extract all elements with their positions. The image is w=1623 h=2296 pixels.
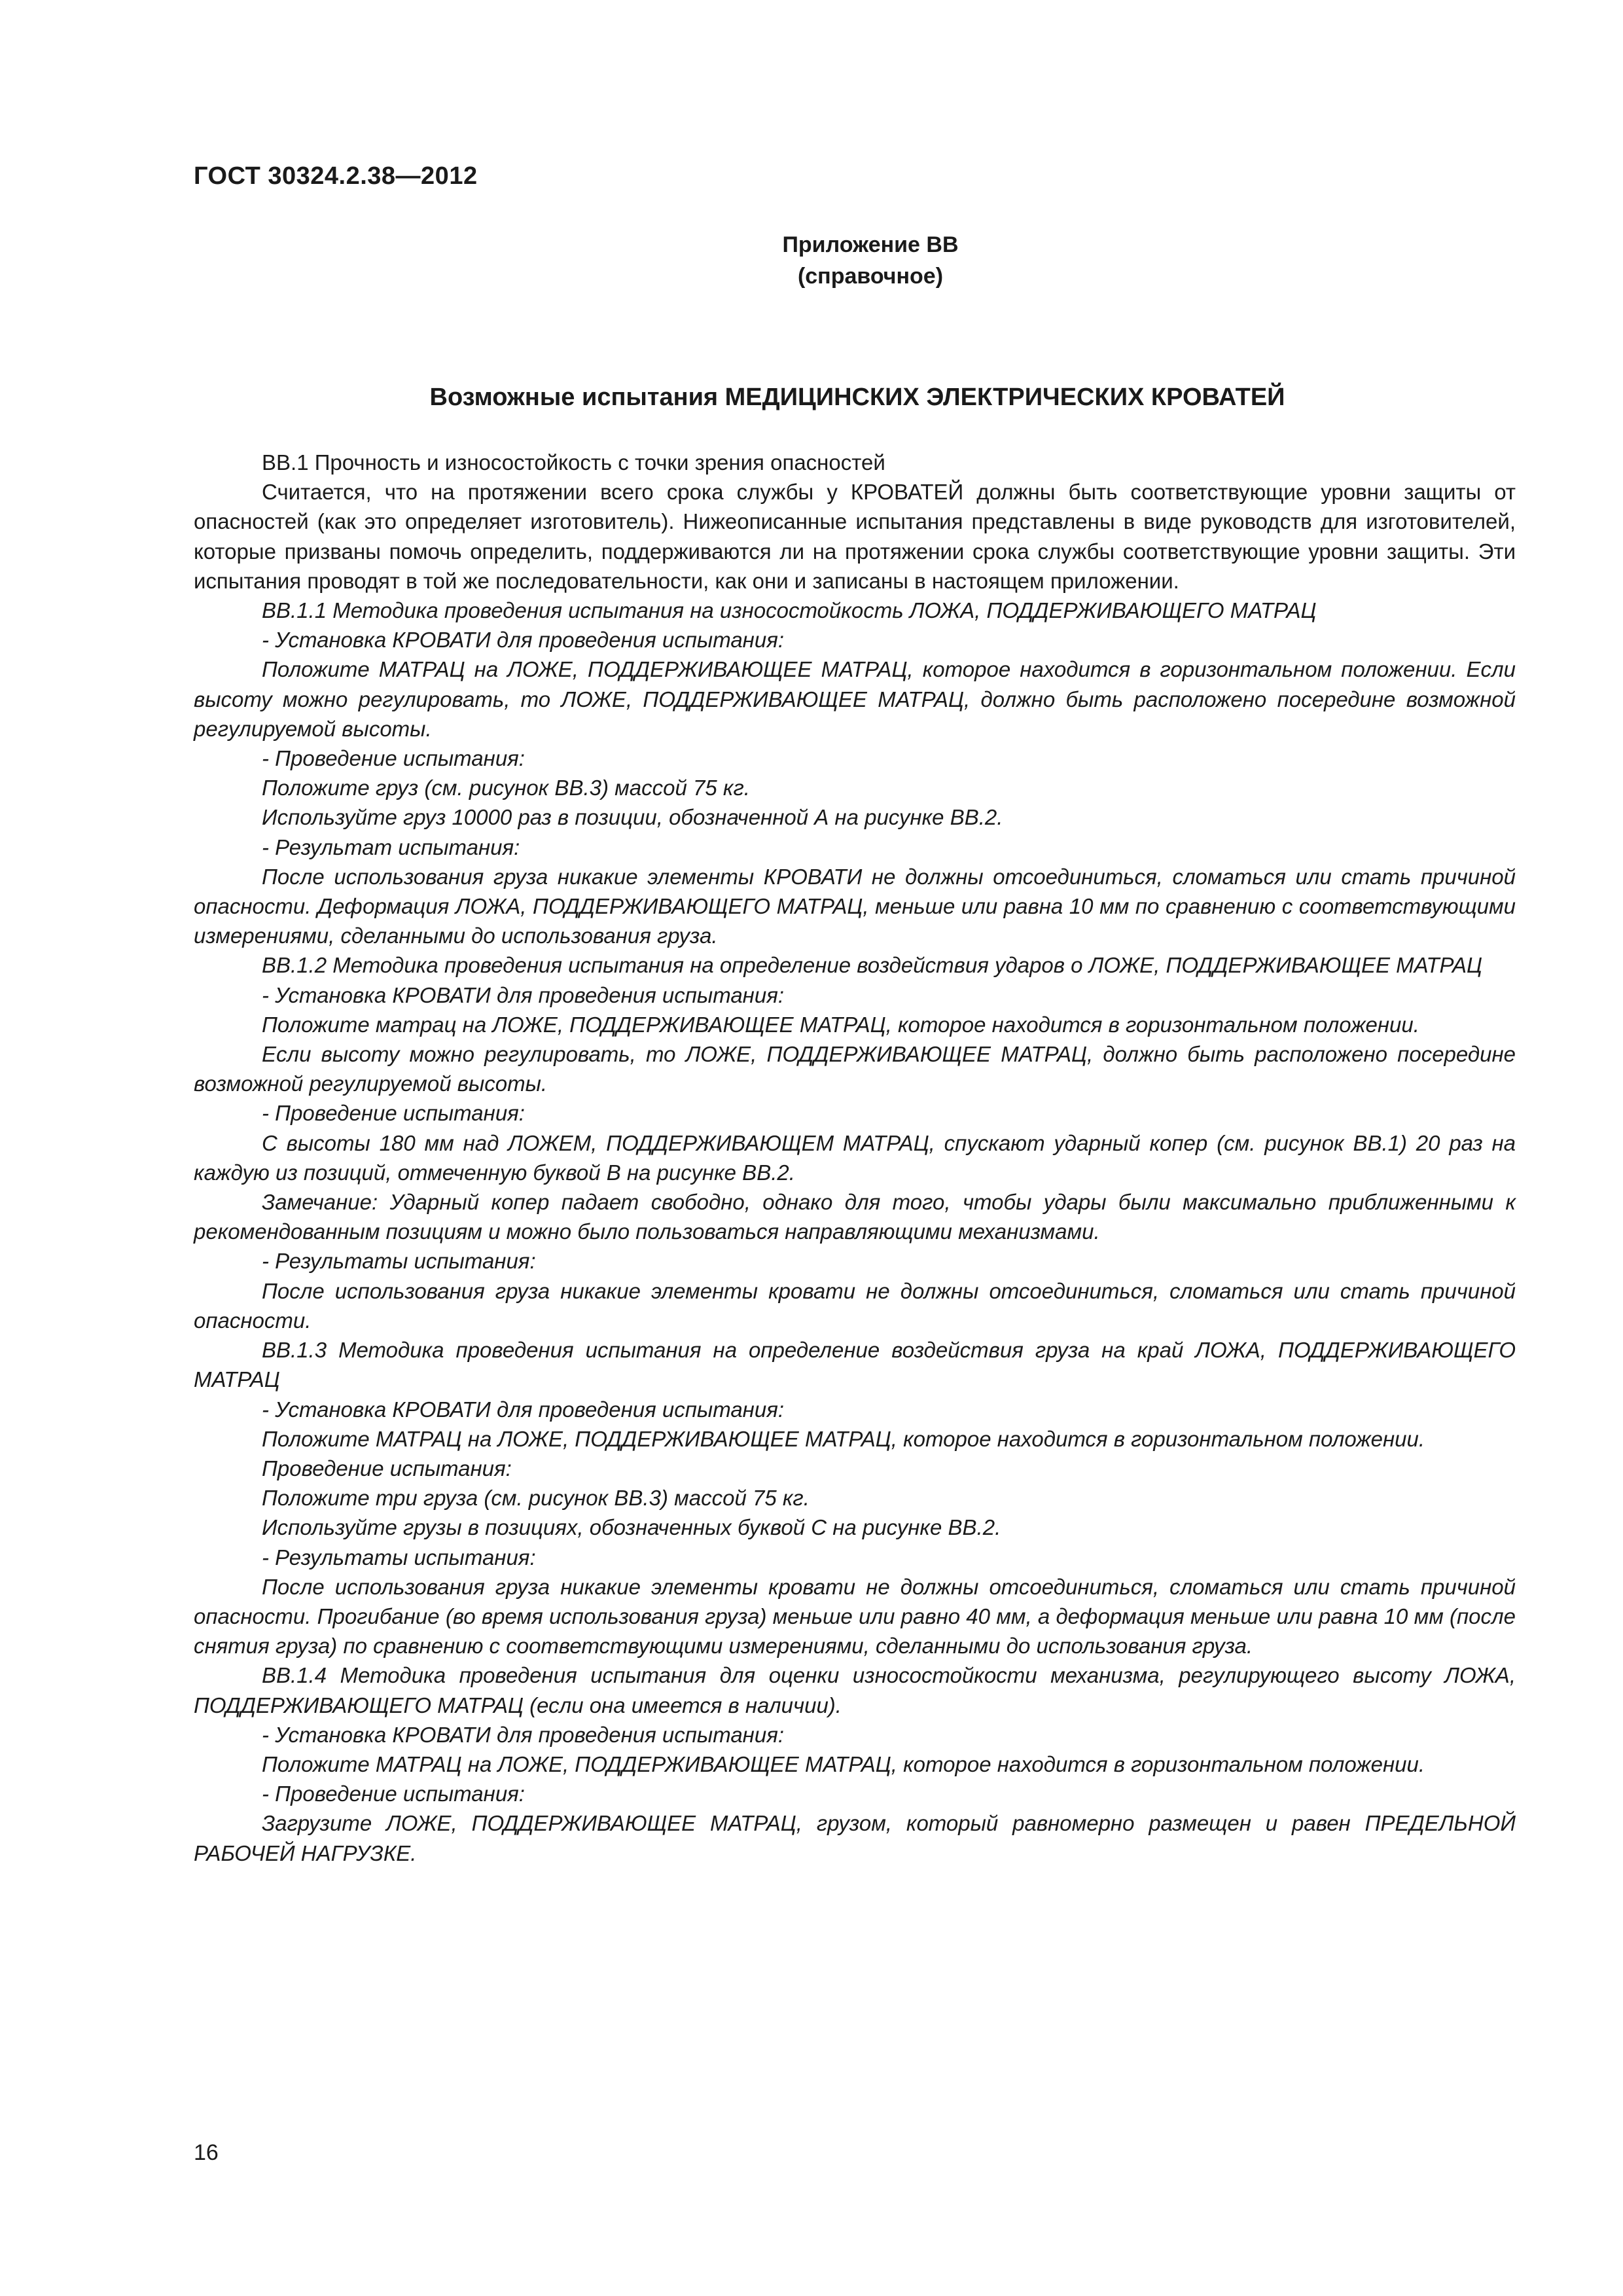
paragraph: - Установка КРОВАТИ для проведения испытания: — [262, 1397, 784, 1422]
paragraph: Положите МАТРАЦ на ЛОЖЕ, ПОДДЕРЖИВАЮЩЕЕ МАТРАЦ, которое находится в горизонтальном положении. — [262, 1751, 1425, 1776]
subsection-heading: ВВ.1.4 Методика проведения испытания для оценки износостойкости механизма, регулирующего высоту ЛОЖА, ПОДДЕРЖИВАЮЩЕГО МАТРАЦ (если она имеется в наличии). — [194, 1663, 1516, 1717]
paragraph: Положите матрац на ЛОЖЕ, ПОДДЕРЖИВАЮЩЕЕ МАТРАЦ, которое находится в горизонтальном положении. — [262, 1012, 1419, 1037]
paragraph: Положите МАТРАЦ на ЛОЖЕ, ПОДДЕРЖИВАЮЩЕЕ МАТРАЦ, которое находится в горизонтальном положении. Если высоту можно регулировать, то ЛОЖЕ, ПОДДЕРЖИВАЮЩЕЕ МАТРАЦ, должно быть расположено посередине возможной регулируемой высоты. — [194, 657, 1516, 741]
subsection-heading: ВВ.1.2 Методика проведения испытания на определение воздействия ударов о ЛОЖЕ, ПОДДЕРЖИВАЮЩЕЕ МАТРАЦ — [262, 953, 1482, 978]
section-heading: ВВ.1 Прочность и износостойкость с точки зрения опасностей — [262, 450, 885, 475]
body-text — [194, 448, 1516, 1868]
paragraph: Положите груз (см. рисунок ВВ.3) массой 75 кг. — [262, 776, 750, 800]
paragraph: - Установка КРОВАТИ для проведения испытания: — [262, 982, 784, 1007]
paragraph: Используйте груз 10000 раз в позиции, обозначенной А на рисунке ВВ.2. — [262, 805, 1003, 830]
annex-heading — [0, 229, 1623, 292]
paragraph: - Результаты испытания: — [262, 1249, 536, 1274]
paragraph: С высоты 180 мм над ЛОЖЕМ, ПОДДЕРЖИВАЮЩЕМ МАТРАЦ, спускают ударный копер (см. рисунок ВВ.1) 20 раз на каждую из позиций, отмеченную буквой В на рисунке ВВ.2. — [194, 1130, 1516, 1185]
paragraph: - Проведение испытания: — [262, 1782, 525, 1806]
paragraph: Считается, что на протяжении всего срока службы у КРОВАТЕЙ должны быть соответствующие уровни защиты от опасностей (как это определяет изготовитель). Нижеописанные испытания представлены в виде руководств для изготовителей, которые призваны помочь определить, поддерживаются ли на протяжении срока службы соответствующие уровни защиты. Эти испытания проводят в той же последовательности, как они и записаны в настоящем приложении. — [194, 480, 1516, 593]
paragraph: Положите три груза (см. рисунок ВВ.3) массой 75 кг. — [262, 1486, 810, 1511]
paragraph: - Установка КРОВАТИ для проведения испытания: — [262, 1722, 784, 1747]
subsection-heading: ВВ.1.3 Методика проведения испытания на определение воздействия груза на край ЛОЖА, ПОДДЕРЖИВАЮЩЕГО МАТРАЦ — [194, 1338, 1516, 1392]
paragraph: Используйте грузы в позициях, обозначенных буквой С на рисунке ВВ.2. — [262, 1515, 1001, 1540]
paragraph: После использования груза никакие элементы кровати не должны отсоединиться, сломаться или стать причиной опасности. — [194, 1278, 1516, 1333]
paragraph: Загрузите ЛОЖЕ, ПОДДЕРЖИВАЮЩЕЕ МАТРАЦ, грузом, который равномерно размещен и равен ПРЕДЕЛЬНОЙ РАБОЧЕЙ НАГРУЗКЕ. — [194, 1811, 1516, 1865]
annex-label: Приложение ВВ — [782, 232, 959, 257]
document-code: ГОСТ 30324.2.38—2012 — [194, 162, 478, 190]
paragraph: - Проведение испытания: — [262, 1101, 525, 1126]
paragraph: Если высоту можно регулировать, то ЛОЖЕ, ПОДДЕРЖИВАЮЩЕЕ МАТРАЦ, должно быть расположено посередине возможной регулируемой высоты. — [194, 1042, 1516, 1096]
page-number: 16 — [194, 2140, 219, 2165]
paragraph: Положите МАТРАЦ на ЛОЖЕ, ПОДДЕРЖИВАЮЩЕЕ МАТРАЦ, которое находится в горизонтальном положении. — [262, 1426, 1425, 1451]
paragraph: - Результат испытания: — [262, 834, 520, 859]
paragraph: - Результаты испытания: — [262, 1545, 536, 1570]
paragraph: После использования груза никакие элементы КРОВАТИ не должны отсоединиться, сломаться или стать причиной опасности. Деформация ЛОЖА, ПОДДЕРЖИВАЮЩЕГО МАТРАЦ, меньше или равна 10 мм по сравнению с соответствующими измерениями, сделанными до использования груза. — [194, 864, 1516, 948]
paragraph: Замечание: Ударный копер падает свободно, однако для того, чтобы удары были максимально приближенными к рекомендованным позициям и можно было пользоваться направляющими механизмами. — [194, 1190, 1516, 1244]
annex-title: Возможные испытания МЕДИЦИНСКИХ ЭЛЕКТРИЧЕСКИХ КРОВАТЕЙ — [429, 384, 1285, 411]
paragraph: - Проведение испытания: — [262, 746, 525, 771]
paragraph: - Установка КРОВАТИ для проведения испытания: — [262, 628, 784, 653]
paragraph: Проведение испытания: — [262, 1456, 512, 1480]
paragraph: После использования груза никакие элементы кровати не должны отсоединиться, сломаться или стать причиной опасности. Прогибание (во время использования груза) меньше или равно 40 мм, а деформация меньше или равна 10 мм (после снятия груза) по сравнению с соответствующими измерениями, сделанными до использования груза. — [194, 1574, 1516, 1659]
subsection-heading: ВВ.1.1 Методика проведения испытания на износостойкость ЛОЖА, ПОДДЕРЖИВАЮЩЕГО МАТРАЦ — [262, 598, 1317, 623]
annex-kind: (справочное) — [797, 264, 944, 289]
